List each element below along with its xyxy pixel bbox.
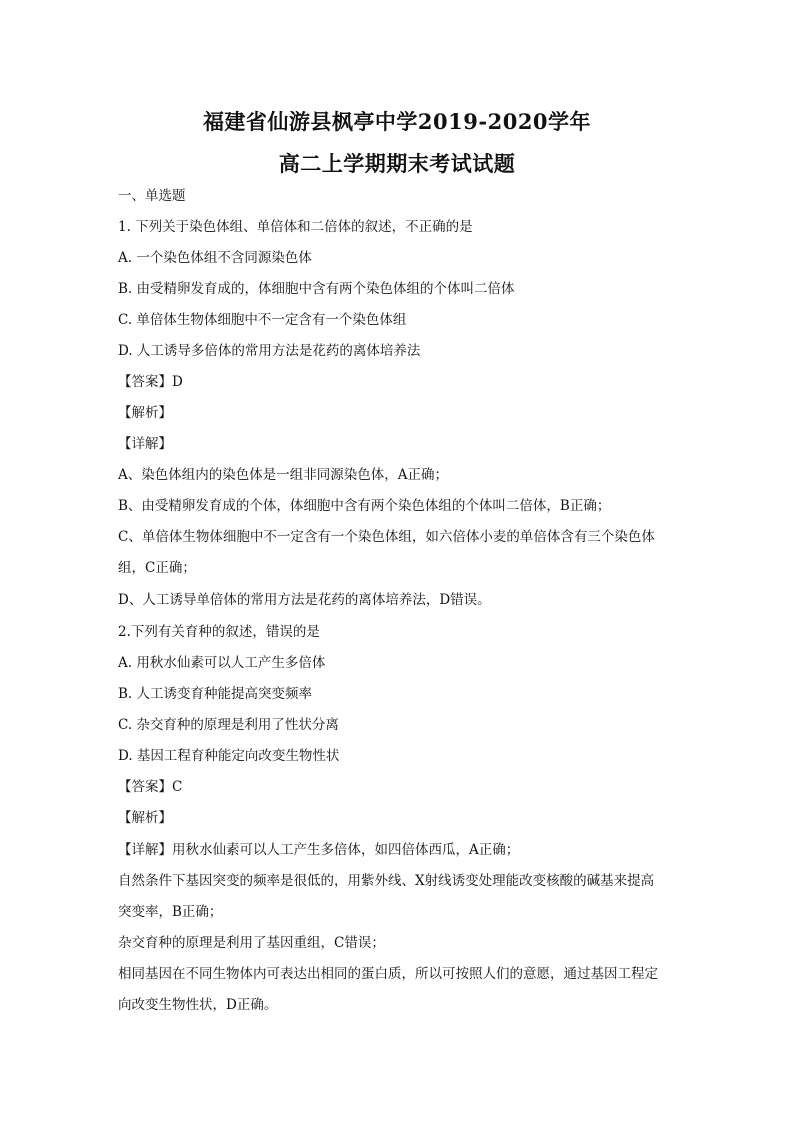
doc-title-line-1: 福建省仙游县枫亭中学2019-2020学年: [202, 109, 592, 134]
q2-detail-line: 向改变生物性状，D正确。: [118, 997, 278, 1013]
q2-detail-line: 自然条件下基因突变的频率是很低的，用紫外线、X射线诱变处理能改变核酸的碱基来提高: [118, 873, 655, 889]
q1-option-b: B. 由受精卵发育成的，体细胞中含有两个染色体组的个体叫二倍体: [118, 281, 515, 297]
q1-detail-line: D、人工诱导单倍体的常用方法是花药的离体培养法，D错误。: [118, 592, 491, 608]
q2-answer: 【答案】C: [118, 779, 183, 795]
q1-analysis-label: 【解析】: [118, 405, 172, 421]
q2-option-d: D. 基因工程育种能定向改变生物性状: [118, 748, 340, 764]
q2-option-a: A. 用秋水仙素可以人工产生多倍体: [118, 655, 326, 671]
q1-option-a: A. 一个染色体组不含同源染色体: [118, 250, 312, 266]
q2-stem: 2.下列有关育种的叙述，错误的是: [118, 624, 320, 640]
q1-detail-line: B、由受精卵发育成的个体，体细胞中含有两个染色体组的个体叫二倍体，B正确；: [118, 498, 611, 514]
q1-detail-line: A、染色体组内的染色体是一组非同源染色体，A正确；: [118, 467, 448, 483]
q2-option-c: C. 杂交育种的原理是利用了性状分离: [118, 717, 339, 733]
q2-analysis-label: 【解析】: [118, 810, 172, 826]
q1-detail-line: C、单倍体生物体细胞中不一定含有一个染色体组，如六倍体小麦的单倍体含有三个染色体: [118, 529, 655, 545]
q2-detail-line: 杂交育种的原理是利用了基因重组，C错误；: [118, 935, 385, 951]
q1-detail-label: 【详解】: [118, 436, 172, 452]
q1-detail-line: 组，C正确；: [118, 560, 196, 576]
section-heading: 一、单选题: [118, 188, 186, 204]
q1-option-c: C. 单倍体生物体细胞中不一定含有一个染色体组: [118, 312, 407, 328]
q2-detail-line: 【详解】用秋水仙素可以人工产生多倍体，如四倍体西瓜，A正确；: [118, 842, 520, 858]
doc-title-line-2: 高二上学期期末考试试题: [278, 151, 516, 176]
q1-stem: 1. 下列关于染色体组、单倍体和二倍体的叙述，不正确的是: [118, 219, 473, 235]
q1-answer: 【答案】D: [118, 374, 183, 390]
q1-option-d: D. 人工诱导多倍体的常用方法是花药的离体培养法: [118, 343, 421, 359]
q2-detail-line: 相同基因在不同生物体内可表达出相同的蛋白质，所以可按照人们的意愿，通过基因工程定: [118, 966, 658, 982]
q2-detail-line: 突变率，B正确；: [118, 904, 223, 920]
q2-option-b: B. 人工诱变育种能提高突变频率: [118, 686, 313, 702]
